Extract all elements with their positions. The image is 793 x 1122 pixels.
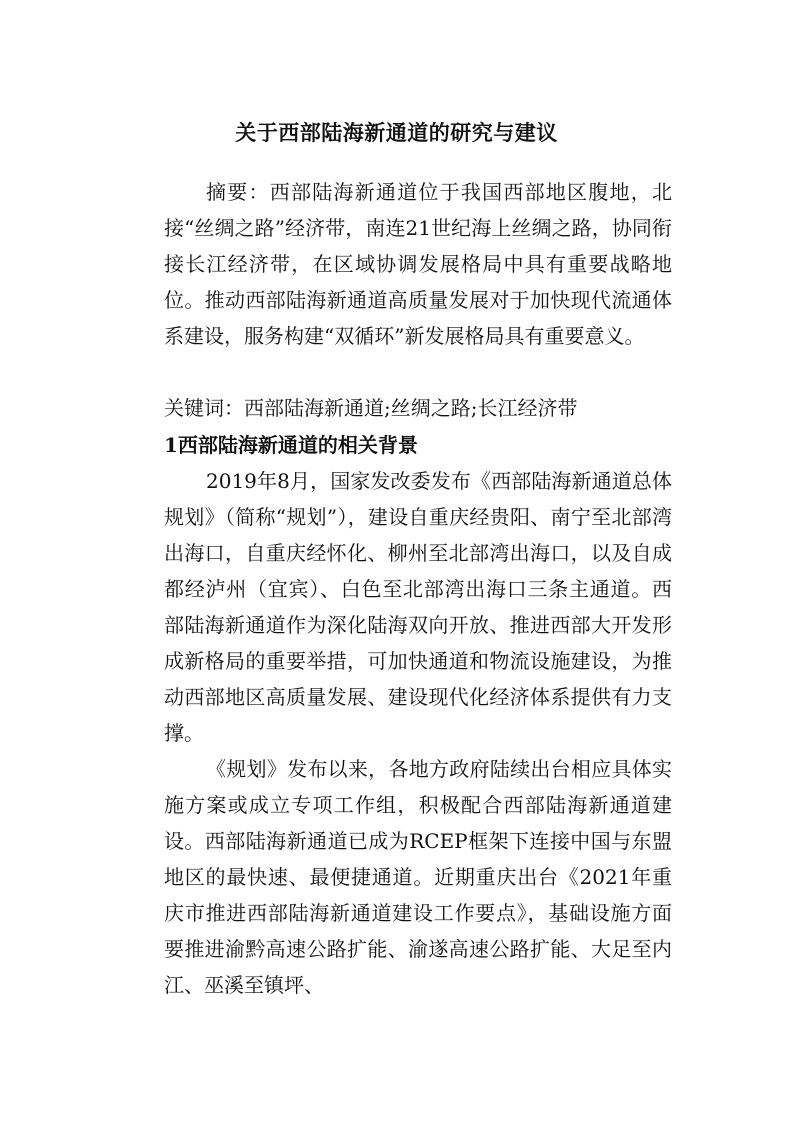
abstract-paragraph: 摘要：西部陆海新通道位于我国西部地区腹地，北接“丝绸之路”经济带，南连21世纪海上丝绸之路，协同衔接长江经济带，在区域协调发展格局中具有重要战略地位。推动西部陆海新通道高质量发展对于加快现代流通体系建设，服务构建“双循环”新发展格局具有重要意义。 bbox=[164, 180, 672, 348]
document-title: 关于西部陆海新通道的研究与建议 bbox=[235, 120, 558, 145]
keywords-block bbox=[164, 390, 672, 426]
section-1-block bbox=[164, 427, 672, 463]
paragraph-2-block bbox=[164, 751, 672, 1003]
section-heading: 1西部陆海新通道的相关背景 bbox=[164, 433, 418, 457]
body-paragraph-2: 《规划》发布以来，各地方政府陆续出台相应具体实施方案或成立专项工作组，积极配合西部陆海新通道建设。西部陆海新通道已成为RCEP框架下连接中国与东盟地区的最快速、最便捷通道。近期重庆出台《2021年重庆市推进西部陆海新通道建设工作要点》，基础设施方面要推进渝黔高速公路扩能、渝遂高速公路扩能、大足至内江、巫溪至镇坪、 bbox=[164, 757, 672, 997]
abstract-block bbox=[164, 174, 672, 354]
keywords-line: 关键词：西部陆海新通道;丝绸之路;长江经济带 bbox=[164, 396, 578, 420]
paragraph-1-block bbox=[164, 463, 672, 751]
body-paragraph-1: 2019年8月，国家发改委发布《西部陆海新通道总体规划》（简称“规划”），建设自重庆经贵阳、南宁至北部湾出海口，自重庆经怀化、柳州至北部湾出海口，以及自成都经泸州（宜宾）、白色至北部湾出海口三条主通道。西部陆海新通道作为深化陆海双向开放、推进西部大开发形成新格局的重要举措，可加快通道和物流设施建设，为推动西部地区高质量发展、建设现代化经济体系提供有力支撑。 bbox=[164, 469, 672, 745]
